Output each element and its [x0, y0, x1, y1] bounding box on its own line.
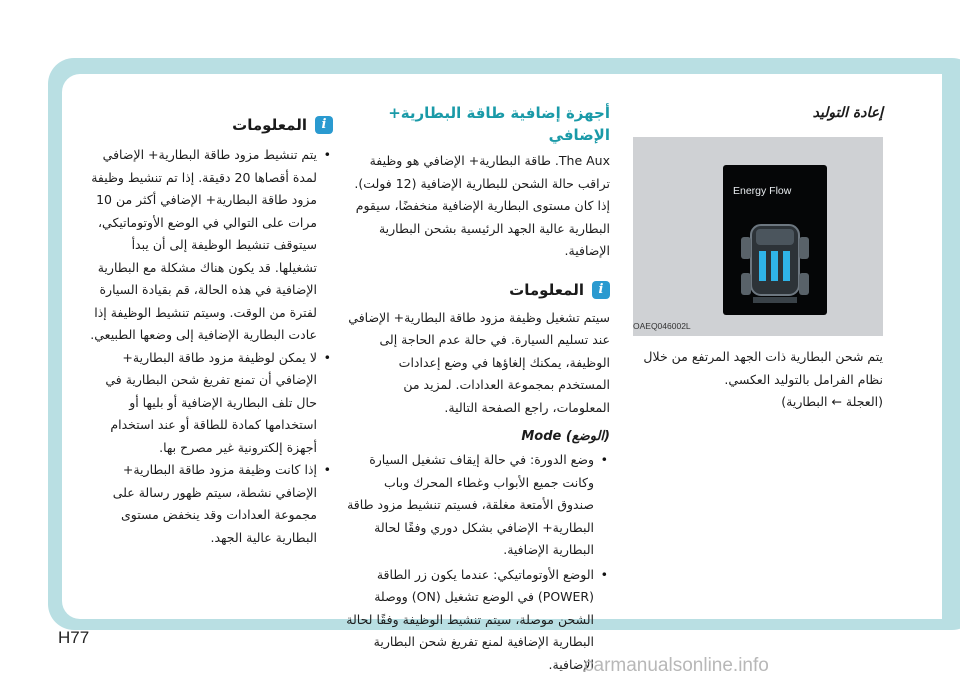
- info-section: [88, 112, 333, 549]
- screen-title: Energy Flow: [733, 185, 792, 197]
- aux-intro: The Aux. طاقة البطارية+ الإضافي هو وظيفة تراقب حالة الشحن للبطارية الإضافية (12 فولت). إذا كان مستوى البطارية الإضافية منخفضًا، سيقوم البطارية عالية الجهد الرئيسية بشحن البطارية الإضافية.: [354, 153, 610, 258]
- info-title: المعلومات: [509, 280, 584, 299]
- energy-flow-screen: [723, 165, 827, 315]
- car-graphic: [723, 165, 827, 315]
- regeneration-text: [633, 346, 883, 414]
- list-item: • لا يمكن لوظيفة مزود طاقة البطارية+ الإضافي أن تمنع تفريغ شحن البطارية في حال تلف البطارية الإضافية أو بليها أو استخدامها كمادة للطاقة أو عند استخدام أجهزة إلكترونية غير مصرح بها.: [88, 347, 333, 460]
- info-icon: i: [592, 281, 610, 299]
- watermark: carmanualsonline.info: [584, 655, 769, 676]
- mode-label-ar: (الوضع): [565, 429, 610, 444]
- info-heading: [88, 112, 333, 138]
- mode-list: [345, 449, 610, 676]
- info-title: المعلومات: [232, 116, 307, 134]
- aux-battery-section: [345, 102, 610, 676]
- mode-heading: [345, 425, 610, 449]
- info-heading: [345, 277, 610, 303]
- info-icon: i: [315, 116, 333, 134]
- aux-title: أجهزة إضافية طاقة البطارية+ الإضافي: [388, 104, 610, 144]
- mode-label: Mode: [521, 429, 562, 444]
- info-list: [88, 144, 333, 549]
- list-item: • يتم تنشيط مزود طاقة البطارية+ الإضافي لمدة أقصاها 20 دقيقة. إذا تم تنشيط وظيفة مزود طاقة البطارية+ الإضافي أكثر من 10 مرات على التوالي في الوضع الأوتوماتيكي، سيتوقف تنشيط الوظيفة إلى أن يبدأ تشغيلها. قد يكون هناك مشكلة مع البطارية الإضافية في هذه الحالة، قم بقيادة السيارة لفترة من الوقت. وسيتم تنشيط الوظيفة إذا عادت البطارية الإضافية إلى وضعها الطبيعي.: [88, 144, 333, 347]
- section-title: إعادة التوليد: [812, 105, 883, 121]
- list-item: • الوضع الأوتوماتيكي: عندما يكون زر الطاقة (POWER) في الوضع تشغيل (ON) ووصلة الشحن موصلة، سيتم تنشيط الوظيفة وفقًا لحالة البطارية الإضافية لمنع تفريغ شحن البطارية الإضافية.: [345, 564, 610, 677]
- regeneration-section: [633, 102, 883, 124]
- energy-flow-photo: [633, 137, 883, 336]
- list-item: • وضع الدورة: في حالة إيقاف تشغيل السيارة وكانت جميع الأبواب وغطاء المحرك وباب صندوق الأمتعة مغلقة، فسيتم تنشيط مزود طاقة البطارية+ الإضافي بشكل دوري وفقًا لحالة البطارية الإضافية.: [345, 449, 610, 562]
- regeneration-body-2: (العجلة ← البطارية): [781, 394, 883, 409]
- regeneration-body: يتم شحن البطارية ذات الجهد المرتفع من خلال نظام الفرامل بالتوليد العكسي.: [643, 349, 883, 387]
- info-text: سيتم تشغيل وظيفة مزود طاقة البطارية+ الإضافي عند تسليم السيارة. في حالة عدم الحاجة إلى الوظيفة، يمكنك إلغاؤها في وضع إعدادات المستخدم بمجموعة العدادات. لمزيد من المعلومات، راجع الصفحة التالية.: [348, 309, 610, 415]
- page-number: H77: [58, 628, 90, 647]
- list-item: • إذا كانت وظيفة مزود طاقة البطارية+ الإضافي نشطة، سيتم ظهور رسالة على مجموعة العدادات وقد ينخفض مستوى البطارية عالية الجهد.: [88, 459, 333, 549]
- image-code: OAEQ046002L: [633, 321, 691, 331]
